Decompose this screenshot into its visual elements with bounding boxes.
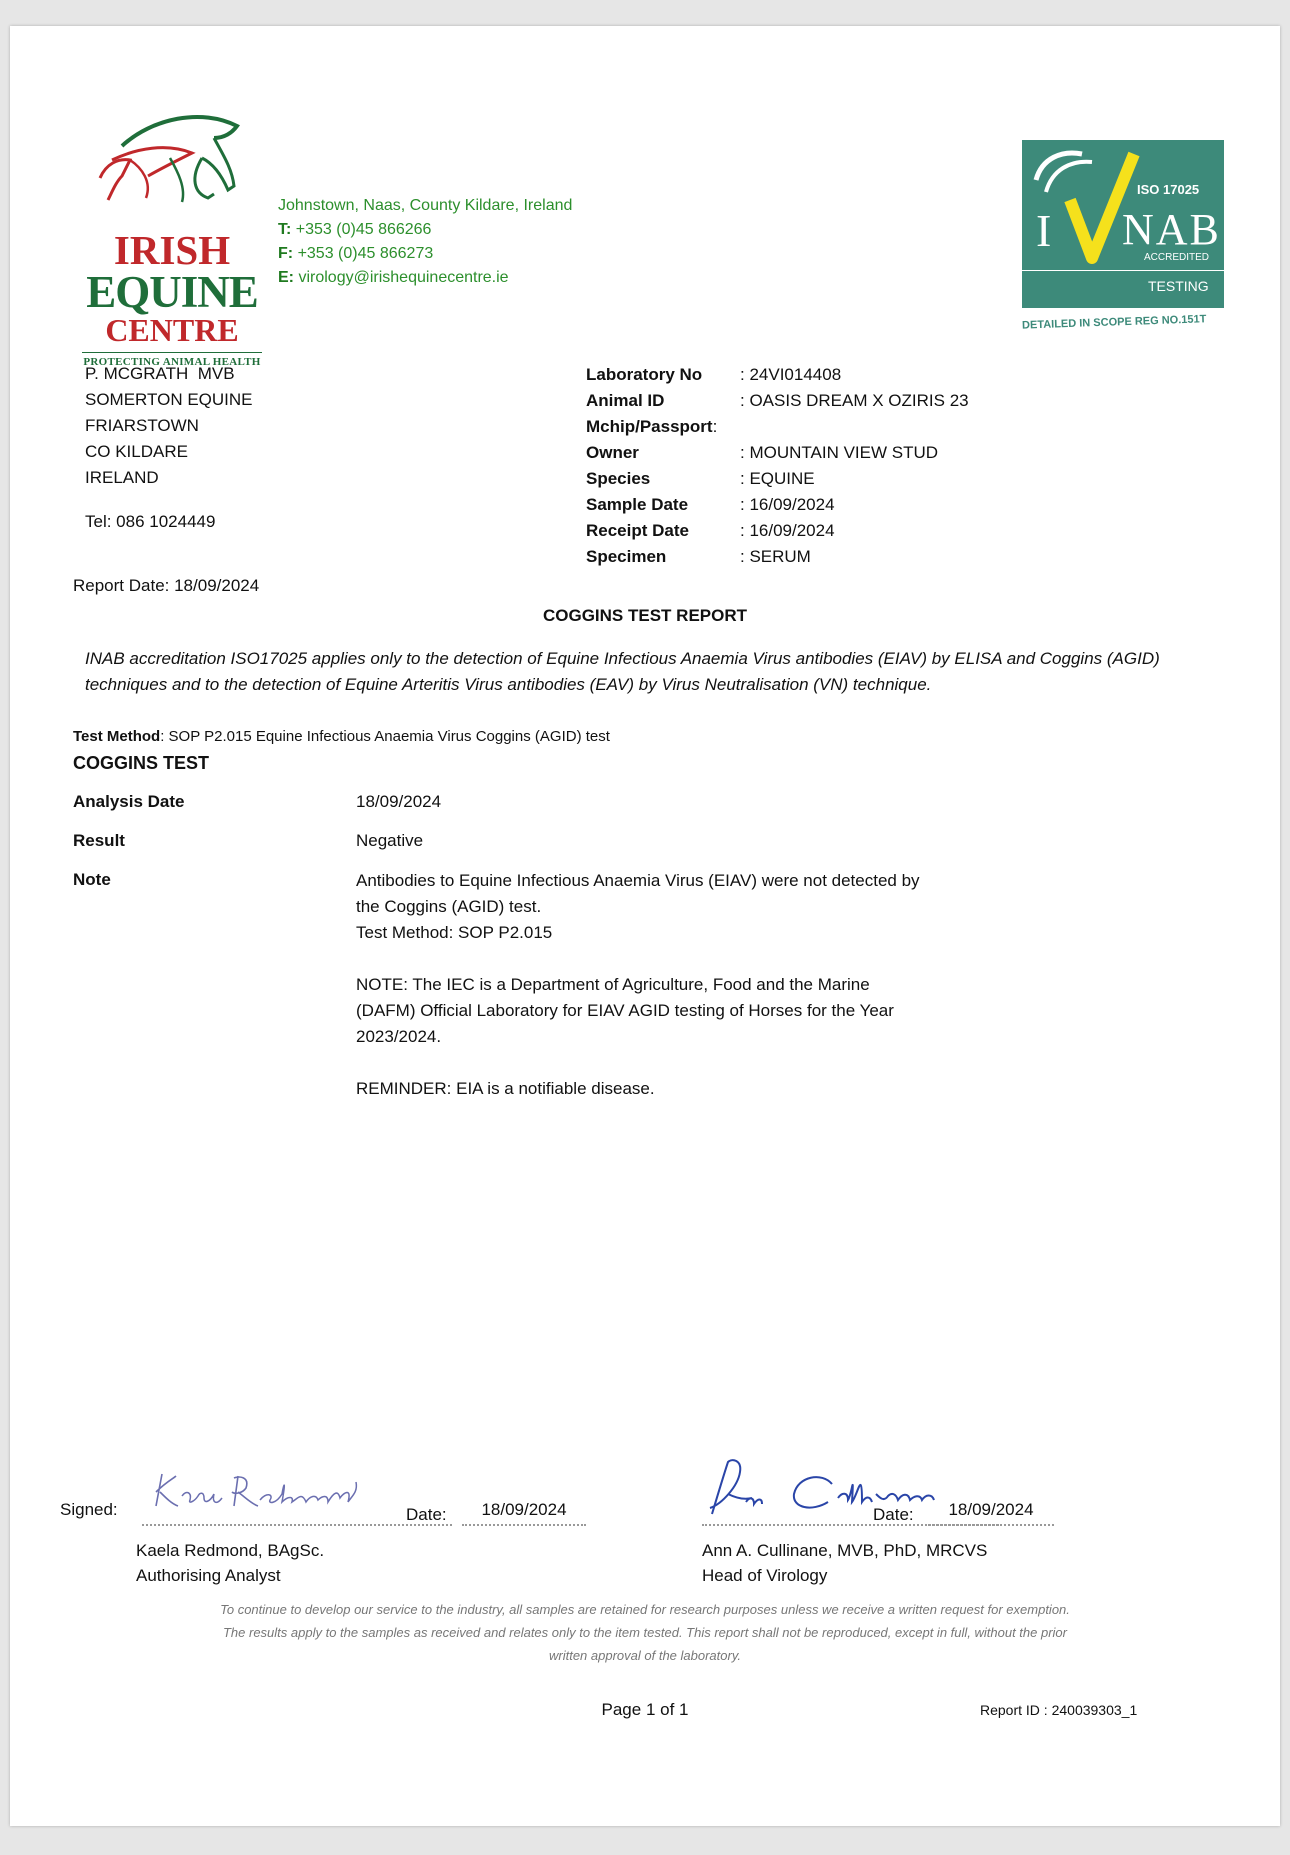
contact-tel: T: +353 (0)45 866266: [278, 221, 432, 238]
logo-tagline: PROTECTING ANIMAL HEALTH: [82, 352, 262, 368]
address-line: FRIARSTOWN: [85, 416, 199, 435]
note-line: Test Method: SOP P2.015: [356, 923, 553, 942]
address-line: CO KILDARE: [85, 442, 188, 461]
logo-word-equine: EQUINE: [86, 267, 258, 317]
test-method: Test Method: SOP P2.015 Equine Infectious Anaemia Virus Coggins (AGID) test: [73, 728, 610, 745]
inab-accreditation-badge: [1022, 140, 1232, 360]
horse-logo-icon: [82, 98, 262, 228]
signer2-block: [702, 1538, 987, 1588]
address-line: IRELAND: [85, 468, 159, 487]
report-page: [10, 26, 1280, 1826]
inab-box: [1022, 140, 1224, 308]
lab-details: [586, 362, 969, 570]
result-value: Negative: [356, 831, 424, 850]
recipient-address: [85, 361, 253, 491]
note-text: [356, 868, 996, 1102]
detail-row: Receipt Date : 16/09/2024: [586, 521, 835, 540]
signer2-role: Head of Virology: [702, 1566, 828, 1585]
analysis-date-value: 18/09/2024: [356, 792, 442, 811]
footer-line: To continue to develop our service to the industry, all samples are retained for research purposes unless we receive a written request for exemption.: [220, 1602, 1070, 1617]
note-spacer: [356, 946, 996, 972]
section-title: COGGINS TEST: [73, 753, 210, 773]
note-line: 2023/2024.: [356, 1027, 442, 1046]
signed-label: Signed:: [60, 1500, 118, 1519]
inab-iso: ISO 17025: [1137, 182, 1200, 197]
report-id: Report ID : 240039303_1: [980, 1702, 1138, 1718]
detail-row: Owner : MOUNTAIN VIEW STUD: [586, 443, 939, 462]
page-number: Page 1 of 1: [601, 1700, 689, 1719]
footer-line: The results apply to the samples as received and relates only to the item tested. This report shall not be reproduced, except in full, without the prior: [222, 1625, 1067, 1640]
result-label: Result: [73, 831, 125, 850]
inab-divider: [1022, 270, 1224, 271]
note-line: (DAFM) Official Laboratory for EIAV AGID testing of Horses for the Year: [356, 1001, 894, 1020]
note-line: the Coggins (AGID) test.: [356, 897, 542, 916]
detail-row: Sample Date : 16/09/2024: [586, 495, 835, 514]
footer-disclaimer: [130, 1598, 1160, 1667]
report-date: Report Date: 18/09/2024: [73, 576, 260, 595]
analysis-date-label: Analysis Date: [73, 792, 185, 811]
contact-address: Johnstown, Naas, County Kildare, Ireland: [278, 197, 573, 214]
report-title: COGGINS TEST REPORT: [542, 606, 748, 625]
address-line: P. MCGRATH MVB: [85, 364, 235, 383]
note-label: Note: [73, 870, 111, 889]
signer2-date: 18/09/2024: [928, 1500, 1054, 1526]
detail-row: Specimen : SERUM: [586, 547, 811, 566]
footer-line: written approval of the laboratory.: [549, 1648, 741, 1663]
accreditation-note: INAB accreditation ISO17025 applies only to the detection of Equine Infectious Anaemia Virus antibodies (EIAV) by ELISA and Coggins (AGID) techniques and to the detection of Equine Arteritis Virus antibodies (EAV) by Virus Neutralisation (VN) technique.: [85, 649, 1160, 694]
signer1-name: Kaela Redmond, BAgSc.: [136, 1541, 325, 1560]
recipient-tel: Tel: 086 1024449: [85, 512, 216, 531]
inab-testing: TESTING: [1148, 278, 1209, 294]
inab-letter-i: I: [1036, 205, 1052, 256]
signer1-date-label: Date:: [406, 1505, 447, 1524]
signer1-role: Authorising Analyst: [136, 1566, 281, 1585]
inab-accredited: ACCREDITED: [1144, 252, 1210, 263]
logo-word-centre: CENTRE: [105, 312, 239, 348]
note-line: Antibodies to Equine Infectious Anaemia Virus (EIAV) were not detected by: [356, 871, 920, 890]
note-spacer: [356, 1050, 996, 1076]
contact-fax: F: +353 (0)45 866273: [278, 245, 434, 262]
detail-row: Laboratory No : 24VI014408: [586, 365, 842, 384]
logo-word-irish: IRISH: [113, 227, 231, 273]
note-line: REMINDER: EIA is a notifiable disease.: [356, 1079, 655, 1098]
signer2-date-label: Date:: [873, 1505, 914, 1524]
note-line: NOTE: The IEC is a Department of Agriculture, Food and the Marine: [356, 975, 870, 994]
contact-email: E: virology@irishequinecentre.ie: [278, 269, 509, 286]
detail-row: Mchip/Passport :: [586, 417, 718, 436]
signer1-block: [136, 1538, 324, 1588]
signer2-name: Ann A. Cullinane, MVB, PhD, MRCVS: [702, 1541, 988, 1560]
signer1-date: 18/09/2024: [462, 1500, 586, 1526]
address-line: SOMERTON EQUINE: [85, 390, 253, 409]
inab-letters-nab: NAB: [1122, 205, 1221, 254]
irish-equine-centre-logo: [82, 98, 262, 368]
inab-scope: DETAILED IN SCOPE REG NO.151T: [1021, 313, 1207, 332]
detail-row: Species : EQUINE: [586, 469, 815, 488]
detail-row: Animal ID : OASIS DREAM X OZIRIS 23: [586, 391, 969, 410]
contact-block: [278, 194, 572, 290]
